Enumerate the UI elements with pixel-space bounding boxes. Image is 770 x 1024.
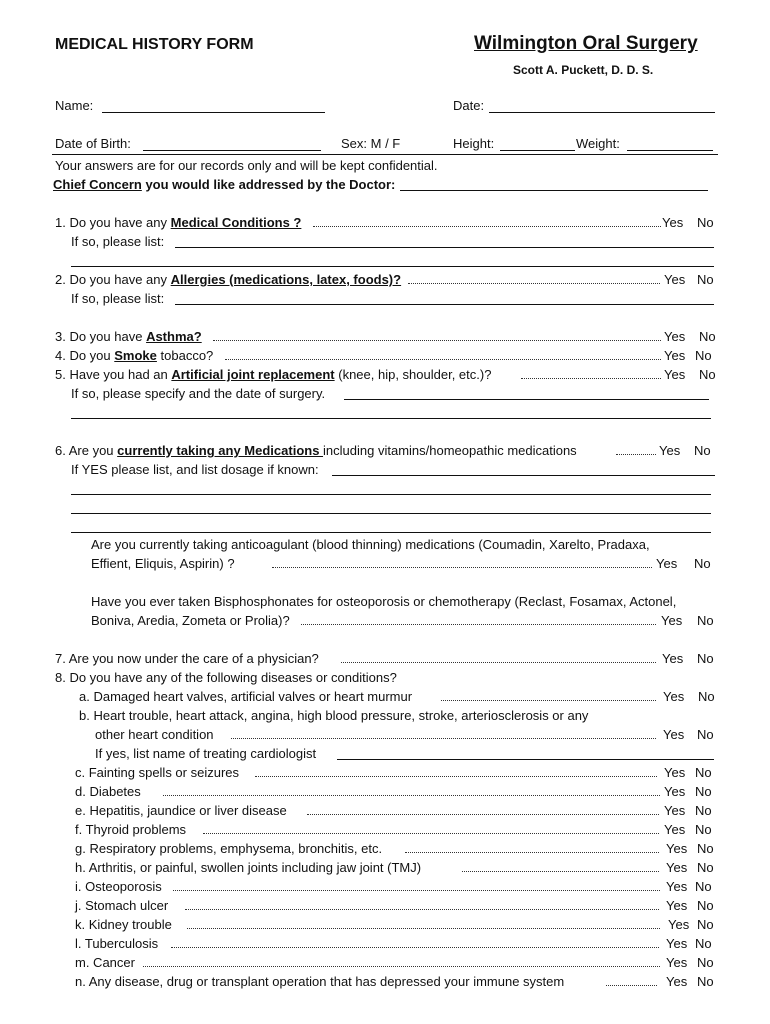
disease-n-dots bbox=[606, 985, 657, 986]
disease-i-yes[interactable]: Yes bbox=[666, 879, 688, 894]
q3-emph: Asthma? bbox=[146, 329, 202, 344]
dob-label: Date of Birth: bbox=[55, 136, 131, 151]
q6-dots bbox=[616, 454, 656, 455]
chief-concern-rest: you would like addressed by the Doctor: bbox=[141, 177, 396, 192]
q1-text bbox=[55, 215, 301, 231]
bisphos-dots bbox=[301, 624, 656, 625]
disease-c-no[interactable]: No bbox=[695, 765, 712, 780]
disease-g-dots bbox=[405, 852, 659, 853]
disease-c-yes[interactable]: Yes bbox=[664, 765, 686, 780]
disease-f-no[interactable]: No bbox=[695, 822, 712, 837]
q4-no[interactable]: No bbox=[695, 348, 712, 363]
disease-j-yes[interactable]: Yes bbox=[666, 898, 688, 913]
anticoag-no[interactable]: No bbox=[694, 556, 711, 571]
disease-e: e. Hepatitis, jaundice or liver disease bbox=[75, 803, 287, 818]
q6-pre: 6. Are you bbox=[55, 443, 118, 458]
q1-yes[interactable]: Yes bbox=[662, 215, 684, 230]
disease-b-line2: other heart condition bbox=[95, 727, 214, 742]
name-label: Name: bbox=[55, 98, 94, 113]
q6-no[interactable]: No bbox=[694, 443, 711, 458]
q5-dots bbox=[521, 378, 661, 379]
disease-f-dots bbox=[203, 833, 659, 834]
disease-e-yes[interactable]: Yes bbox=[664, 803, 686, 818]
practice-name: Wilmington Oral Surgery bbox=[474, 33, 698, 54]
q3-no[interactable]: No bbox=[699, 329, 716, 344]
form-title: MEDICAL HISTORY FORM bbox=[55, 36, 254, 53]
disease-g-no[interactable]: No bbox=[697, 841, 714, 856]
bisphos-yes[interactable]: Yes bbox=[661, 613, 683, 628]
q4-emph: Smoke bbox=[114, 348, 157, 363]
q5-field-1[interactable] bbox=[344, 399, 709, 400]
sex-label[interactable]: Sex: M / F bbox=[341, 136, 401, 151]
disease-l: l. Tuberculosis bbox=[75, 936, 159, 951]
q5-emph: Artificial joint replacement bbox=[171, 367, 335, 382]
chief-concern-label bbox=[53, 177, 395, 193]
disease-k-dots bbox=[187, 928, 660, 929]
q2-emph: Allergies (medications, latex, foods)? bbox=[170, 272, 402, 287]
q3-yes[interactable]: Yes bbox=[664, 329, 686, 344]
disease-a-yes[interactable]: Yes bbox=[663, 689, 685, 704]
disease-j-no[interactable]: No bbox=[697, 898, 714, 913]
disease-m: m. Cancer bbox=[75, 955, 135, 970]
anticoag-yes[interactable]: Yes bbox=[656, 556, 678, 571]
q5-text bbox=[55, 367, 491, 383]
q6-post: including vitamins/homeopathic medications bbox=[323, 443, 577, 458]
disease-f-yes[interactable]: Yes bbox=[664, 822, 686, 837]
q3-pre: 3. Do you have bbox=[55, 329, 147, 344]
q4-yes[interactable]: Yes bbox=[664, 348, 686, 363]
anticoag-line2: Effient, Eliquis, Aspirin) ? bbox=[91, 556, 235, 571]
q5-no[interactable]: No bbox=[699, 367, 716, 382]
q6-field-3[interactable] bbox=[71, 513, 711, 514]
disease-i-dots bbox=[173, 890, 660, 891]
q2-dots bbox=[408, 283, 660, 284]
bisphos-line1: Have you ever taken Bisphosphonates for osteoporosis or chemotherapy (Reclast, Fosamax, Actonel, bbox=[91, 594, 677, 609]
disease-b-no[interactable]: No bbox=[697, 727, 714, 742]
q4-pre: 4. Do you bbox=[55, 348, 115, 363]
date-label: Date: bbox=[453, 98, 485, 113]
disease-l-dots bbox=[171, 947, 659, 948]
q1-no[interactable]: No bbox=[697, 215, 714, 230]
q7-text: 7. Are you now under the care of a physician? bbox=[55, 651, 319, 666]
disease-d-dots bbox=[163, 795, 660, 796]
q1-pre: 1. Do you have any bbox=[55, 215, 171, 230]
name-field[interactable] bbox=[102, 112, 325, 113]
disease-d: d. Diabetes bbox=[75, 784, 141, 799]
disease-h-yes[interactable]: Yes bbox=[666, 860, 688, 875]
disease-m-no[interactable]: No bbox=[697, 955, 714, 970]
disease-k: k. Kidney trouble bbox=[75, 917, 172, 932]
q8-text: 8. Do you have any of the following diseases or conditions? bbox=[55, 670, 397, 685]
disease-n-yes[interactable]: Yes bbox=[666, 974, 688, 989]
q2-no[interactable]: No bbox=[697, 272, 714, 287]
q4-post: tobacco? bbox=[156, 348, 214, 363]
q2-text bbox=[55, 272, 401, 288]
q3-text bbox=[55, 329, 202, 345]
disease-h: h. Arthritis, or painful, swollen joints including jaw joint (TMJ) bbox=[75, 860, 422, 875]
q5-field-2[interactable] bbox=[71, 418, 711, 419]
q3-dots bbox=[213, 340, 661, 341]
disease-n-no[interactable]: No bbox=[697, 974, 714, 989]
q6-field-4[interactable] bbox=[71, 532, 711, 533]
disease-i-no[interactable]: No bbox=[695, 879, 712, 894]
disease-b-line3: If yes, list name of treating cardiologist bbox=[95, 746, 317, 761]
q1-field-1[interactable] bbox=[175, 247, 714, 248]
disease-a-no[interactable]: No bbox=[698, 689, 715, 704]
q7-dots bbox=[341, 662, 656, 663]
disease-b-line1: b. Heart trouble, heart attack, angina, high blood pressure, stroke, arteriosclerosis or any bbox=[79, 708, 589, 723]
q2-field[interactable] bbox=[175, 304, 714, 305]
chief-concern-bold: Chief Concern bbox=[53, 177, 142, 192]
weight-label: Weight: bbox=[576, 136, 620, 151]
anticoag-line1: Are you currently taking anticoagulant (blood thinning) medications (Coumadin, Xarelto, Pradaxa, bbox=[91, 537, 650, 552]
chief-concern-field[interactable] bbox=[400, 190, 708, 191]
disease-l-yes[interactable]: Yes bbox=[666, 936, 688, 951]
height-field[interactable] bbox=[500, 150, 575, 151]
height-label: Height: bbox=[453, 136, 495, 151]
disease-j-dots bbox=[185, 909, 659, 910]
disease-a: a. Damaged heart valves, artificial valves or heart murmur bbox=[79, 689, 413, 704]
confidential-note: Your answers are for our records only and will be kept confidential. bbox=[55, 158, 438, 173]
date-field[interactable] bbox=[489, 112, 715, 113]
q4-text bbox=[55, 348, 213, 364]
q1-sub: If so, please list: bbox=[71, 234, 165, 249]
q1-dots bbox=[313, 226, 661, 227]
disease-c: c. Fainting spells or seizures bbox=[75, 765, 240, 780]
disease-k-no[interactable]: No bbox=[697, 917, 714, 932]
weight-field[interactable] bbox=[627, 150, 713, 151]
q5-yes[interactable]: Yes bbox=[664, 367, 686, 382]
q6-text bbox=[55, 443, 577, 459]
disease-n: n. Any disease, drug or transplant operation that has depressed your immune system bbox=[75, 974, 565, 989]
disease-k-yes[interactable]: Yes bbox=[668, 917, 690, 932]
header-divider bbox=[52, 154, 718, 155]
q4-dots bbox=[225, 359, 661, 360]
disease-b-dots bbox=[231, 738, 656, 739]
disease-e-no[interactable]: No bbox=[695, 803, 712, 818]
disease-g: g. Respiratory problems, emphysema, bronchitis, etc. bbox=[75, 841, 383, 856]
q6-emph: currently taking any Medications bbox=[117, 443, 324, 458]
disease-m-dots bbox=[143, 966, 660, 967]
q6-sub: If YES please list, and list dosage if known: bbox=[71, 462, 319, 477]
disease-m-yes[interactable]: Yes bbox=[666, 955, 688, 970]
disease-b-yes[interactable]: Yes bbox=[663, 727, 685, 742]
dob-field[interactable] bbox=[143, 150, 321, 151]
q5-post: (knee, hip, shoulder, etc.)? bbox=[334, 367, 492, 382]
q2-pre: 2. Do you have any bbox=[55, 272, 171, 287]
disease-h-dots bbox=[462, 871, 659, 872]
q7-no[interactable]: No bbox=[697, 651, 714, 666]
q6-field-1[interactable] bbox=[332, 475, 715, 476]
disease-h-no[interactable]: No bbox=[697, 860, 714, 875]
q1-field-2[interactable] bbox=[71, 266, 714, 267]
q5-pre: 5. Have you had an bbox=[55, 367, 172, 382]
disease-d-no[interactable]: No bbox=[695, 784, 712, 799]
disease-l-no[interactable]: No bbox=[695, 936, 712, 951]
disease-i: i. Osteoporosis bbox=[75, 879, 162, 894]
q2-yes[interactable]: Yes bbox=[664, 272, 686, 287]
q5-sub: If so, please specify and the date of surgery. bbox=[71, 386, 326, 401]
cardiologist-field[interactable] bbox=[337, 759, 714, 760]
disease-f: f. Thyroid problems bbox=[75, 822, 187, 837]
doctor-name: Scott A. Puckett, D. D. S. bbox=[513, 63, 654, 77]
bisphos-no[interactable]: No bbox=[697, 613, 714, 628]
disease-d-yes[interactable]: Yes bbox=[664, 784, 686, 799]
q1-emph: Medical Conditions ? bbox=[170, 215, 302, 230]
q2-sub: If so, please list: bbox=[71, 291, 165, 306]
bisphos-line2: Boniva, Aredia, Zometa or Prolia)? bbox=[91, 613, 290, 628]
q7-yes[interactable]: Yes bbox=[662, 651, 684, 666]
disease-g-yes[interactable]: Yes bbox=[666, 841, 688, 856]
anticoag-dots bbox=[272, 567, 652, 568]
disease-e-dots bbox=[307, 814, 659, 815]
disease-c-dots bbox=[255, 776, 657, 777]
disease-j: j. Stomach ulcer bbox=[75, 898, 169, 913]
q6-field-2[interactable] bbox=[71, 494, 711, 495]
disease-a-dots bbox=[441, 700, 656, 701]
q6-yes[interactable]: Yes bbox=[659, 443, 681, 458]
